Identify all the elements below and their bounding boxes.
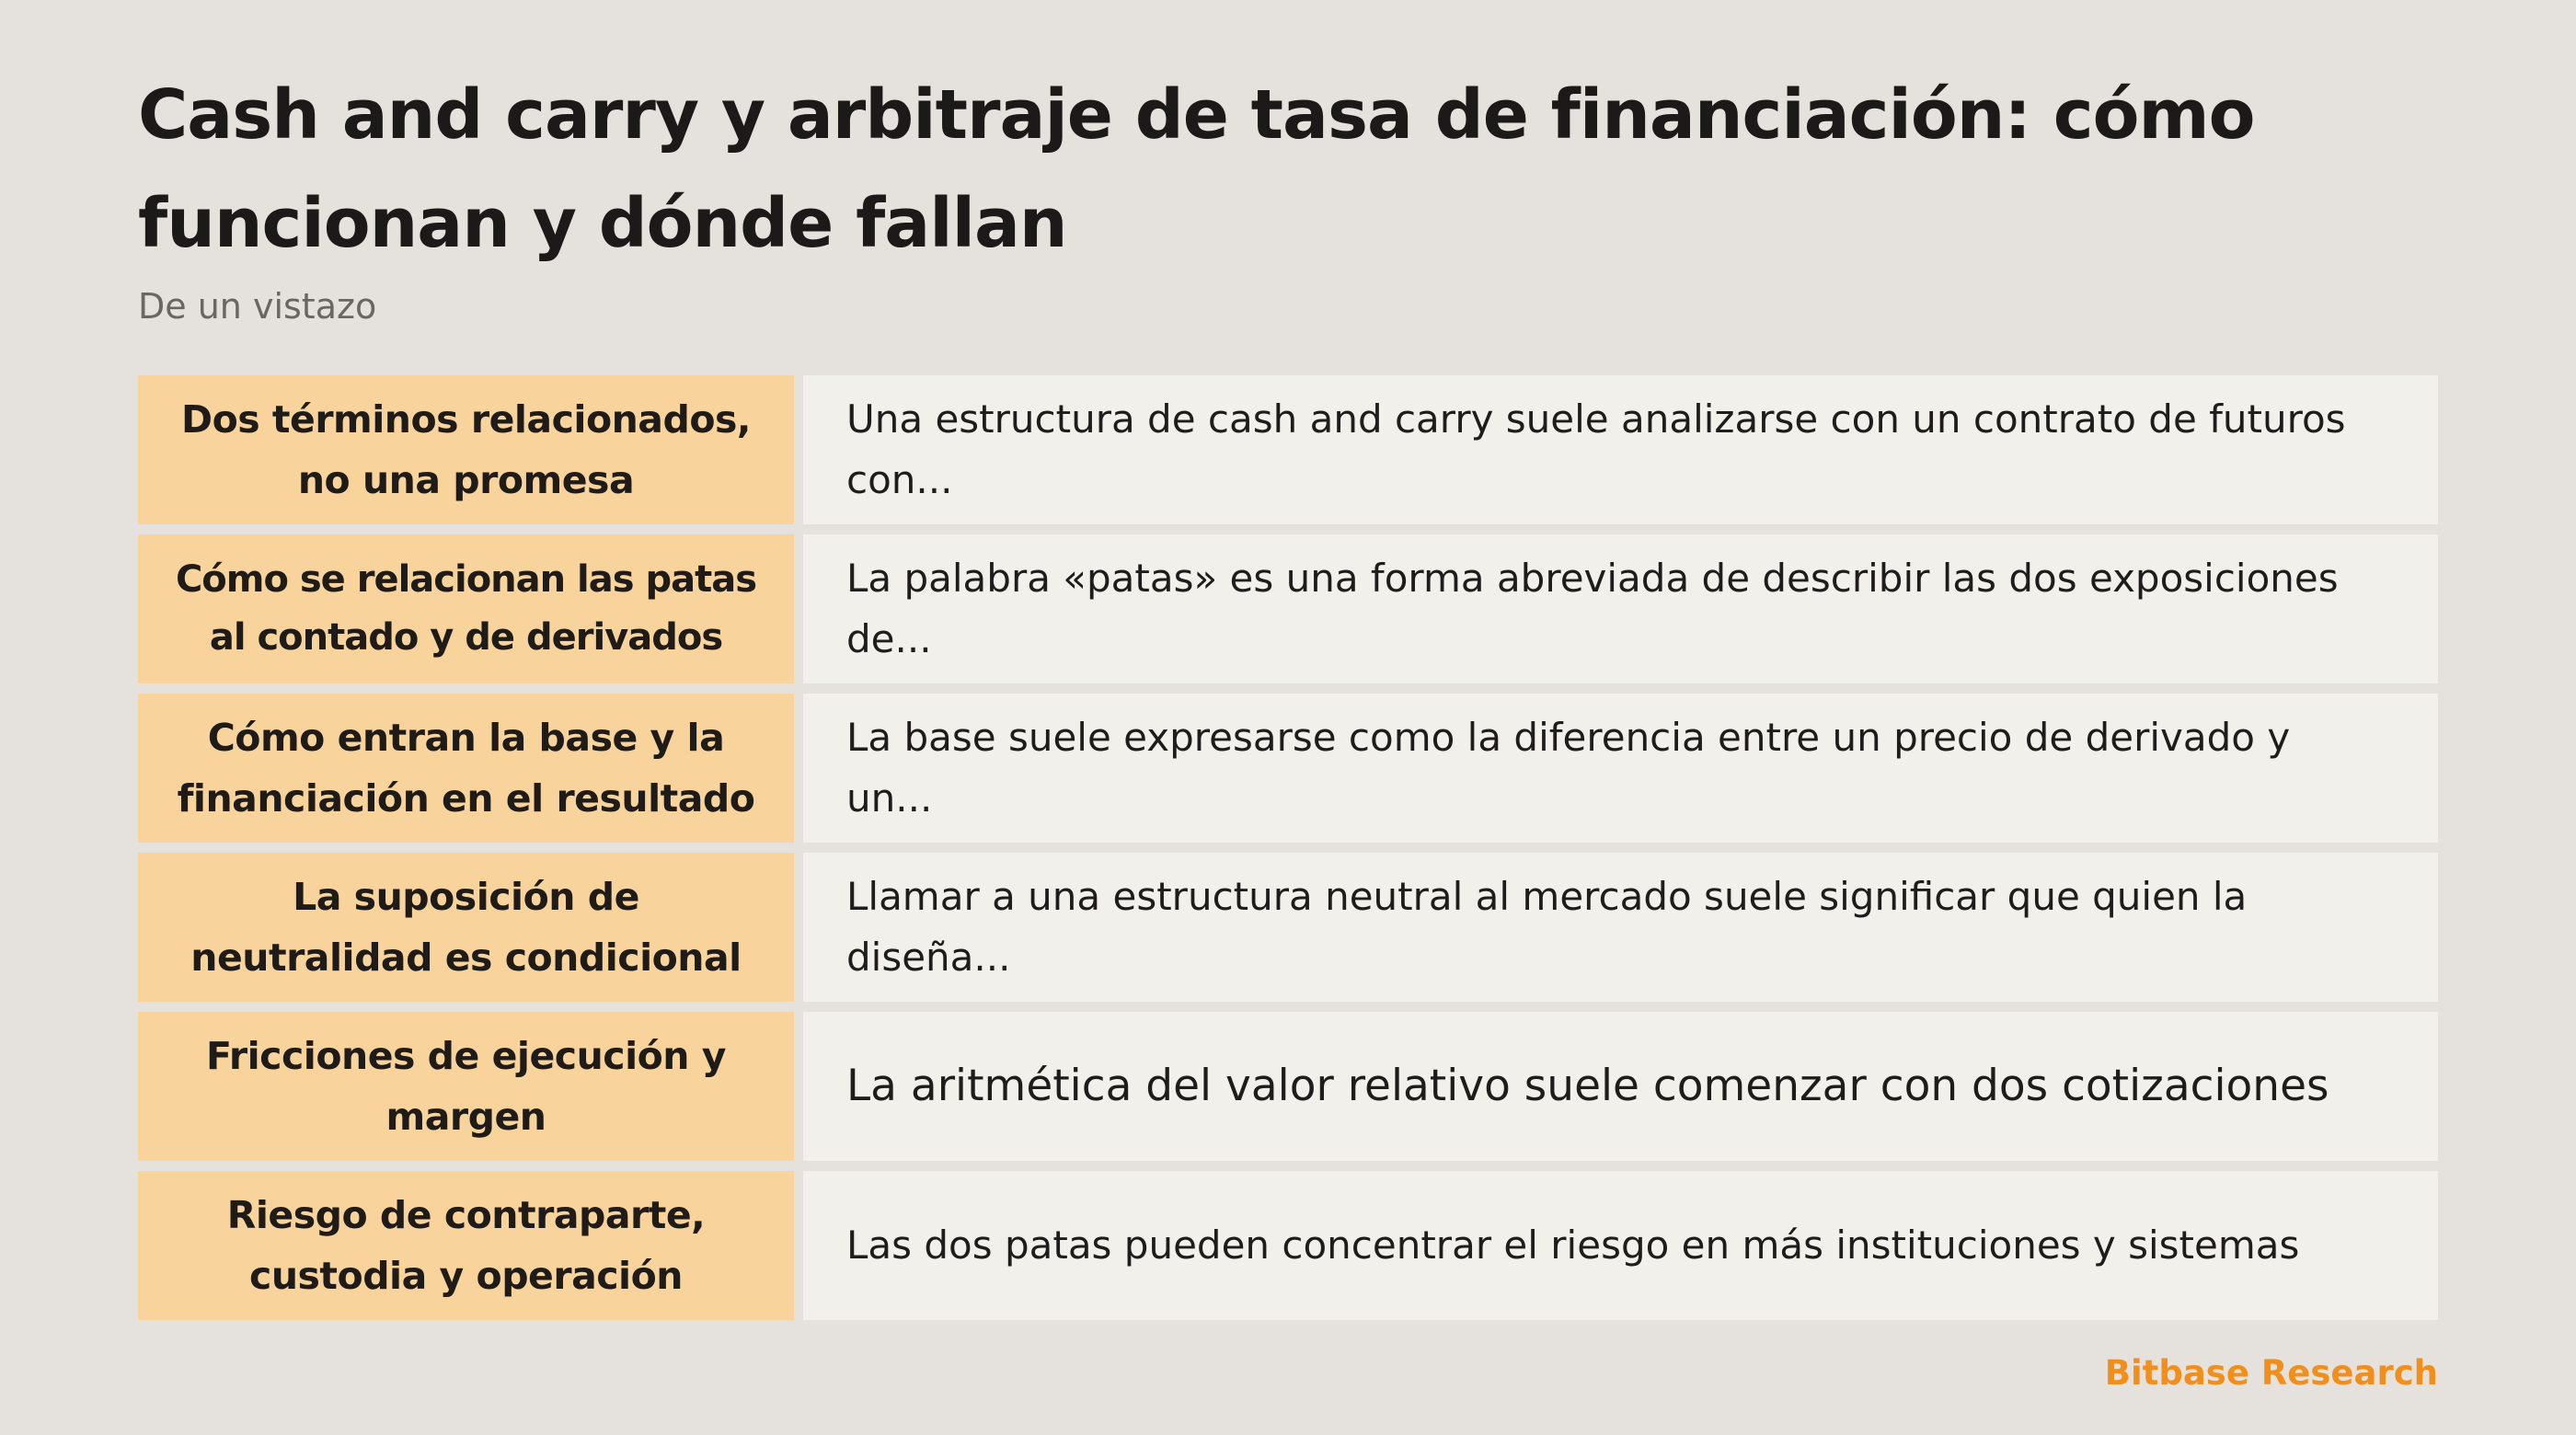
term-cell bbox=[138, 1171, 794, 1320]
term-cell bbox=[138, 534, 794, 683]
table-row bbox=[138, 534, 2438, 683]
summary-cell bbox=[803, 1171, 2438, 1320]
term-label: Dos términos relacionados, no una promesa bbox=[181, 397, 751, 502]
summary-cell bbox=[803, 375, 2438, 524]
term-label: Riesgo de contraparte, custodia y operación bbox=[226, 1193, 706, 1298]
page bbox=[138, 0, 2438, 1435]
term-cell bbox=[138, 1012, 794, 1161]
table-row bbox=[138, 694, 2438, 843]
summary-cell bbox=[803, 853, 2438, 1002]
table-row bbox=[138, 375, 2438, 524]
term-cell bbox=[138, 694, 794, 843]
summary-cell bbox=[803, 694, 2438, 843]
table-row bbox=[138, 853, 2438, 1002]
summary-cell bbox=[803, 534, 2438, 683]
summary-text: La aritmética del valor relativo suele comenzar con dos cotizaciones bbox=[846, 1061, 2329, 1111]
term-cell bbox=[138, 853, 794, 1002]
table-row bbox=[138, 1012, 2438, 1161]
table-row bbox=[138, 1171, 2438, 1320]
summary-text: Llamar a una estructura neutral al mercado suele significar que quien la diseña... bbox=[846, 874, 2248, 980]
summary-text: Las dos patas pueden concentrar el riesgo en más instituciones y sistemas bbox=[846, 1223, 2300, 1268]
term-cell bbox=[138, 375, 794, 524]
page-title: Cash and carry y arbitraje de tasa de financiación: cómo funcionan y dónde fallan bbox=[138, 75, 2255, 263]
page-subtitle: De un vistazo bbox=[138, 286, 377, 327]
summary-text: La base suele expresarse como la diferencia entre un precio de derivado y un... bbox=[846, 715, 2291, 821]
summary-cell bbox=[803, 1012, 2438, 1161]
summary-table bbox=[138, 375, 2438, 1320]
term-label: Fricciones de ejecución y margen bbox=[206, 1034, 726, 1139]
summary-text: La palabra «patas» es una forma abreviada de describir las dos exposiciones de... bbox=[846, 556, 2339, 661]
brand-label: Bitbase Research bbox=[2104, 1353, 2438, 1393]
term-label: Cómo entran la base y la financiación en el resultado bbox=[177, 716, 755, 821]
term-label: Cómo se relacionan las patas al contado y de derivados bbox=[175, 558, 757, 659]
term-label: La suposición de neutralidad es condicional bbox=[190, 875, 742, 980]
summary-text: Una estructura de cash and carry suele analizarse con un contrato de futuros con... bbox=[846, 396, 2346, 502]
